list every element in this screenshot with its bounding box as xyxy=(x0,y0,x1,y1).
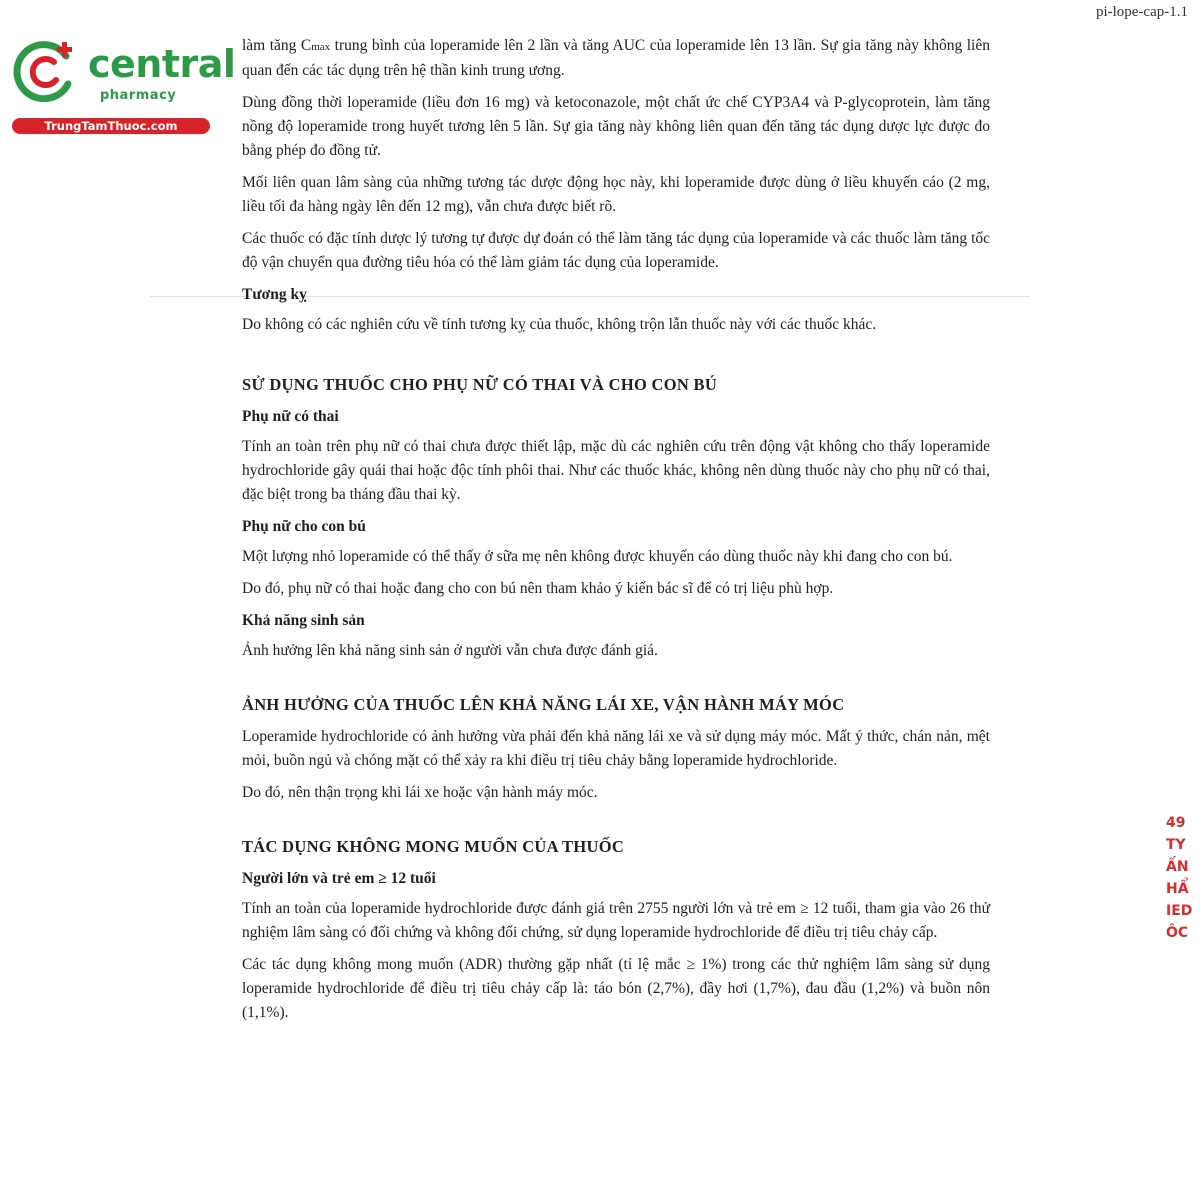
heading-adults-children: Người lớn và trẻ em ≥ 12 tuổi xyxy=(242,870,436,887)
logo-wordmark: central xyxy=(88,42,236,86)
section-heading-driving: ẢNH HƯỞNG CỦA THUỐC LÊN KHẢ NĂNG LÁI XE, VẬN HÀNH MÁY MÓC xyxy=(242,695,845,714)
heading-pregnant-women: Phụ nữ có thai xyxy=(242,408,339,425)
paragraph-safety-evaluation: Tính an toàn của loperamide hydrochloride được đánh giá trên 2755 người lớn và trẻ em ≥ 12 tuổi, tham gia vào 26 thử nghiệm lâm sàng có đối chứng và không đối chứng, sử dụng loperamide hydrochloride để điều trị tiêu chảy cấp. xyxy=(242,900,990,941)
paragraph-similar-drugs: Các thuốc có đặc tính dược lý tương tự được dự đoán có thể làm tăng tác dụng của loperamide và các thuốc làm tăng tốc độ vận chuyển qua đường tiêu hóa có thể làm giảm tác dụng của loperamide. xyxy=(242,230,990,271)
page-code: pi-lope-cap-1.1 xyxy=(1095,4,1188,20)
paragraph-driving-caution: Do đó, nên thận trọng khi lái xe hoặc vận hành máy móc. xyxy=(242,784,598,801)
logo-subtitle: pharmacy xyxy=(100,88,177,103)
document-body xyxy=(242,34,990,1033)
logo-website: TrungTamThuoc.com xyxy=(12,118,210,134)
heading-nursing-women: Phụ nữ cho con bú xyxy=(242,518,366,535)
paragraph-consult-doctor: Do đó, phụ nữ có thai hoặc đang cho con bú nên tham khảo ý kiến bác sĩ để có trị liệu phù hợp. xyxy=(242,580,834,597)
paragraph-ketoconazole: Dùng đồng thời loperamide (liều đơn 16 mg) và ketoconazole, một chất ức chế CYP3A4 và P-glycoprotein, làm tăng nồng độ loperamide trong huyết tương lên 5 lần. Sự gia tăng này không liên quan đến tăng tác dụng dược lực được đo bằng phép đo đồng tử. xyxy=(242,94,990,159)
heading-fertility: Khả năng sinh sản xyxy=(242,612,365,629)
paragraph-fertility: Ảnh hưởng lên khả năng sinh sản ở người vẫn chưa được đánh giá. xyxy=(242,642,658,659)
paragraph-nursing-women: Một lượng nhỏ loperamide có thể thấy ở sữa mẹ nên không được khuyến cáo dùng thuốc này khi đang cho con bú. xyxy=(242,548,953,565)
paragraph-cmax: làm tăng Cmax trung bình của loperamide lên 2 lần và tăng AUC của loperamide lên 13 lần. Sự gia tăng này không liên quan đến các tác dụng trên hệ thần kinh trung ương. xyxy=(242,37,990,79)
red-stamp-fragment: 49 TY ẤN HẨ IED ÔC xyxy=(1166,815,1193,941)
paragraph-driving: Loperamide hydrochloride có ảnh hưởng vừa phải đến khả năng lái xe và sử dụng máy móc. Mất ý thức, chán nản, mệt mỏi, buồn ngủ và chóng mặt có thể xảy ra khi điều trị tiêu chảy bằng loperamide hydrochloride. xyxy=(242,728,990,769)
heading-incompatibility: Tương kỵ xyxy=(242,286,307,303)
paragraph-clinical-relevance: Mối liên quan lâm sàng của những tương tác dược động học này, khi loperamide được dùng ở liều khuyến cáo (2 mg, liều tối đa hàng ngày lên đến 12 mg), vẫn chưa được biết rõ. xyxy=(242,174,990,215)
pharmacy-logo-icon xyxy=(12,38,80,106)
paragraph-incompatibility: Do không có các nghiên cứu về tính tương kỵ của thuốc, không trộn lẫn thuốc này với các thuốc khác. xyxy=(242,316,877,333)
central-pharmacy-logo[interactable] xyxy=(12,38,236,138)
paragraph-pregnant-women: Tính an toàn trên phụ nữ có thai chưa được thiết lập, mặc dù các nghiên cứu trên động vật không cho thấy loperamide hydrochloride gây quái thai hoặc độc tính phôi thai. Như các thuốc khác, không nên dùng thuốc này cho phụ nữ có thai, đặc biệt trong ba tháng đầu thai kỳ. xyxy=(242,438,990,503)
paragraph-common-adr: Các tác dụng không mong muốn (ADR) thường gặp nhất (tỉ lệ mắc ≥ 1%) trong các thử nghiệm lâm sàng sử dụng loperamide hydrochloride để điều trị tiêu chảy cấp là: táo bón (2,7%), đầy hơi (1,7%), đau đầu (1,2%) và buồn nôn (1,1%). xyxy=(242,956,990,1021)
section-heading-adverse-effects: TÁC DỤNG KHÔNG MONG MUỐN CỦA THUỐC xyxy=(242,837,625,856)
section-heading-pregnancy: SỬ DỤNG THUỐC CHO PHỤ NỮ CÓ THAI VÀ CHO CON BÚ xyxy=(242,375,718,394)
